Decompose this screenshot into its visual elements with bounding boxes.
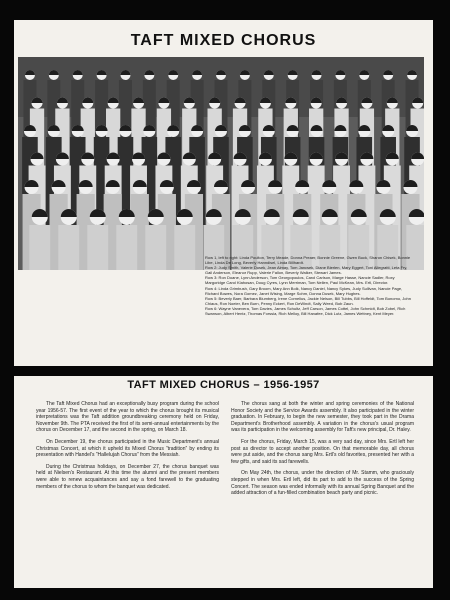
chorus-member-robe — [174, 225, 195, 270]
article-paragraph: The chorus sang at both the winter and spring ceremonies of the National Honor Society and the Service Awards assembly. It also participated in the winter graduation. In February, to begin the new semester, they took part in the Drama Department's Brotherhood assembly. A variation in the chorus's usual program was its participation in the welcoming assembly for Taft's new principal, Dr. Haley. — [231, 401, 414, 434]
caption-row-5: Row 5: Beverly Baer, Barbara Blumberg, Irene Cornelius, Jackie Nelson, Bill Tubbs, Bill Hoffeldt, Tom Bonomo, John Chiaus, Ron Noeier, Ben Burn, Penny Eckert, Ron DeWindt, Sally Weed, Bob Zaun. — [205, 295, 411, 306]
caption-row-3: Row 3: Ron Doane, Lynn Anderson, Tom Georgopoulos, Carol Carlson, Marge Hasse, Nancie Sadler, Roxy Margoridge Carol Klahosan, Doug Cyres, Lynn Merriman, Tom Nellen, Paul McKean, Mrs. Ertl, Director. — [205, 275, 395, 286]
caption-row-4: Row 4: Linda Grimbush, Gary Broom, Mary Ann Bolk, Nancy Daniel, Nancy Sykes, Judy Sullivan, Nancie Page, Richard Bowes, Nora Gomez, Janet Wising, Marge Sohm, Donna Dusek, Mary Hughes. — [205, 285, 403, 296]
article-title: TAFT MIXED CHORUS – 1956-1957 — [127, 379, 320, 391]
chorus-member-robe — [116, 225, 137, 270]
article-paragraph: During the Christmas holidays, on December 27, the chorus banquet was held at Nielsen's Restaurant. At this time the alumni and the present members were able to renew acquaintances and say a fond farewell to the graduating members of the chorus to whom the banquet was dedicated. — [36, 463, 219, 490]
chorus-group-photo — [18, 57, 424, 270]
chorus-member-robe — [58, 225, 79, 270]
page-title: TAFT MIXED CHORUS — [130, 32, 317, 49]
caption-row-6: Row 6: Wayne Vanevera, Tom Davies, James Schultz, Jeff Carson, James Cottel, John Schmidt, Bob Zobel, Rich Swanson, Albert Hentz, Thomas Forssia, Rich Melloy, Bill Hanafee, Dick Lutz, James Wettney, Kent Meyer. — [205, 305, 406, 317]
article-page — [14, 376, 433, 588]
article-paragraph: The Taft Mixed Chorus had an exceptionally busy program during the school year 1956-57. The first event of the year to which the chorus brought its musical interpretations was the Taft addition groundbreaking ceremony held on Friday, November 9th. The PTA received the first of its semi-annual entertainments by the chorus on December 17, and the second in the spring, on March 18. — [36, 401, 219, 434]
caption-row-2: Row 2: Judy Smith, Valerie Dusek, Jean Almay, Tom Jancsek, Diane Bierlen, Mary Eggert, Toni Allegratti, Leta Fry, Gail Anderson, Eleanor Rupp, Valerie Fallon, Beverly Walker, Stewart James. — [205, 265, 408, 276]
photo-caption — [205, 255, 415, 355]
article-right-column — [231, 401, 414, 585]
chorus-member-robe — [87, 225, 108, 270]
article-body — [36, 401, 414, 585]
chorus-member-robe — [145, 225, 166, 270]
caption-row-1: Row 1, left to right: Linda Poulton, Terry Meade, Donna Preaer, Bonnie Greene, Gwen Buck, Sharon Chisek, Bonnie Libe, Linda De Long, Beverly Hanndisel, Linda Billhardt. — [205, 255, 411, 266]
article-left-column — [36, 401, 219, 585]
article-paragraph: On December 19, the chorus participated in the Music Department's annual Christmas Concert, at which it upheld its Mixed Chorus “tradition” by ending its presentation with Handel's “Hallelujah Chorus” from the Messiah. — [36, 438, 219, 459]
article-paragraph: On May 24th, the chorus, under the direction of Mr. Stamm, who graciously stepped in when Mrs. Ertl left, did its part to add to the success of the Spring Concert. The season was ended informally with its annual Spring Banquet and the added attraction of a fun-filled combination beach party and picnic. — [231, 470, 414, 497]
chorus-photo-illustration — [18, 57, 424, 270]
article-paragraph: For the chorus, Friday, March 15, was a very sad day, since Mrs. Ertl left her post as director to accept another position. On that memorable day, all chorus were put aside, and the chorus sang Mrs. Ertl's old favorites, presented her with a few gifts, and said its sad farewells. — [231, 438, 414, 465]
chorus-member-robe — [29, 225, 50, 270]
